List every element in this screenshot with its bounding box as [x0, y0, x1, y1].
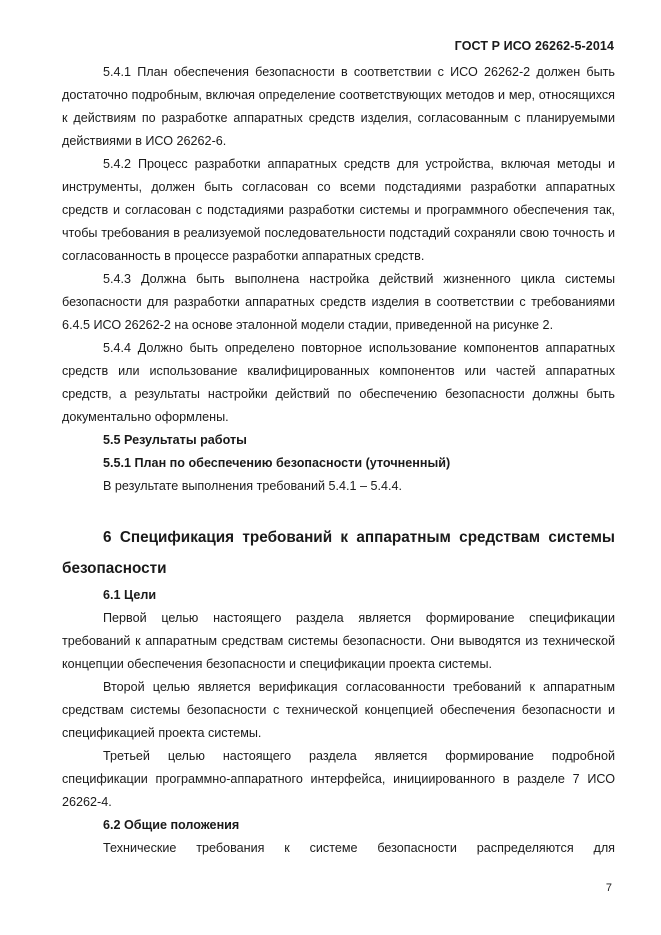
clause-6-1-second-goal: Второй целью является верификация согласованности требований к аппаратным средствам системы безопасности с технической концепцией обеспечения безопасности и спецификацией проекта системы.	[62, 680, 615, 740]
clause-6-2-text: Технические требования к системе безопасности распределяются для	[103, 841, 615, 855]
clause-6-1-first-goal: Первой целью настоящего раздела является формирование спецификации требований к аппаратным средствам системы безопасности. Они выводятся из технической концепции обеспечения безопасности и спецификации проекта системы.	[62, 611, 615, 671]
subheading-5-5-1: 5.5.1 План по обеспечению безопасности (уточненный)	[103, 456, 451, 470]
clause-5-4-1: 5.4.1 План обеспечения безопасности в соответствии с ИСО 26262-2 должен быть достаточно подробным, включая определение соответствующих методов и мер, относящихся к действиям по разработке аппаратных средств изделия, согласованным с планируемыми действиями в ИСО 26262-6.	[62, 65, 615, 148]
subheading-6-2: 6.2 Общие положения	[103, 818, 240, 832]
clause-5-4-2: 5.4.2 Процесс разработки аппаратных средств для устройства, включая методы и инструменты, должен быть согласован со всеми подстадиями разработки аппаратных средств и согласован с подстадиями разработки системы и программного обеспечения так, чтобы требования в реализуемой последовательности подстадий сохраняли свою точность и согласованность в процессе разработки аппаратных средств.	[62, 157, 615, 263]
section-6-heading: 6 Спецификация требований к аппаратным средствам системы безопасности	[62, 529, 615, 577]
subheading-5-5: 5.5 Результаты работы	[103, 433, 247, 447]
clause-5-4-4: 5.4.4 Должно быть определено повторное использование компонентов аппаратных средств или использование квалифицированных компонентов или частей аппаратных средств, а результаты настройки действий по обеспечению безопасности должны быть документально оформлены.	[62, 341, 615, 424]
document-code-header: ГОСТ Р ИСО 26262-5-2014	[454, 39, 614, 53]
document-body	[62, 61, 615, 860]
subheading-6-1: 6.1 Цели	[103, 588, 157, 602]
clause-5-4-3: 5.4.3 Должна быть выполнена настройка действий жизненного цикла системы безопасности для разработки аппаратных средств изделия в соответствии с требованиями 6.4.5 ИСО 26262-2 на основе эталонной модели стадии, приведенной на рисунке 2.	[62, 272, 615, 332]
clause-5-5-1-text: В результате выполнения требований 5.4.1 – 5.4.4.	[103, 479, 403, 493]
clause-6-1-third-goal: Третьей целью настоящего раздела является формирование подробной спецификации программно-аппаратного интерфейса, инициированного в разделе 7 ИСО 26262-4.	[62, 749, 615, 809]
page-number: 7	[605, 882, 612, 894]
